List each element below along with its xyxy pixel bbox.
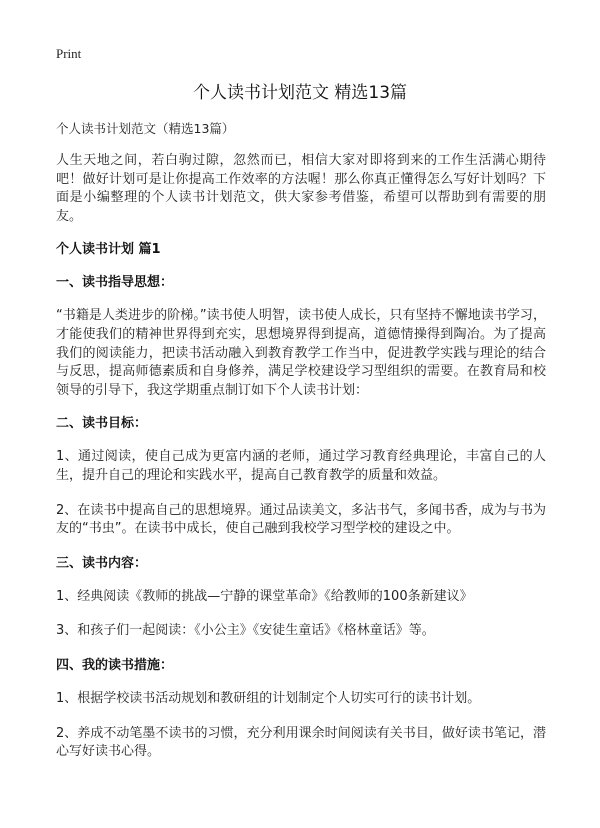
guiding-thought-paragraph: “书籍是人类进步的阶梯。”读书使人明智，读书使人成长，只有坚持不懈地读书学习，才能使我们的精神世界得到充实，思想境界得到提高，道德情操得到陶冶。为了提高我们的阅读能力，把读书活动融入到教育教学工作当中，促进教学实践与理论的结合与反思，提高师德素质和自身修养，满足学校建设学习型组织的需要。在教育局和校领导的引导下，我这学期重点制订如下个人读书计划：: [56, 308, 546, 398]
print-label: Print: [56, 46, 82, 61]
document-body: [56, 120, 546, 762]
content-item-1: 1、经典阅读《教师的挑战—宁静的课堂革命》《给教师的100条新建议》: [56, 588, 473, 604]
section-heading-content: 三、读书内容：: [56, 555, 148, 571]
measure-item-2: 2、养成不动笔墨不读书的习惯，充分利用课余时间阅读有关书目，做好读书笔记，潜心写好读书心得。: [56, 725, 546, 760]
goal-item-2: 2、在读书中提高自己的思想境界。通过品读美文，多沾书气，多闻书香，成为与书为友的“书虫”。在读书中成长，使自己融到我校学习型学校的建设之中。: [56, 502, 546, 537]
intro-paragraph: 人生天地之间，若白驹过隙，忽然而已，相信大家对即将到来的工作生活满心期待吧！做好计划可是让你提高工作效率的方法喔！那么你真正懂得怎么写好计划吗？下面是小编整理的个人读书计划范文，供大家参考借鉴，希望可以帮助到有需要的朋友。: [56, 153, 546, 224]
goal-item-1: 1、通过阅读，使自己成为更富内涵的老师，通过学习教育经典理论，丰富自己的人生，提升自己的理论和实践水平，提高自己教育教学的质量和效益。: [56, 449, 546, 483]
section-heading-goals: 二、读书目标：: [56, 416, 148, 432]
document-subtitle: 个人读书计划范文（精选13篇）: [56, 121, 235, 136]
section-heading-measures: 四、我的读书措施：: [56, 657, 174, 673]
plan-heading: 个人读书计划 篇1: [56, 242, 161, 258]
section-heading-guiding-thought: 一、读书指导思想：: [56, 275, 174, 291]
content-item-3: 3、和孩子们一起阅读：《小公主》《安徒生童话》《格林童话》等。: [56, 623, 435, 639]
page-title: 个人读书计划范文 精选13篇: [192, 83, 408, 103]
measure-item-1: 1、根据学校读书活动规划和教研组的计划制定个人切实可行的读书计划。: [56, 690, 481, 706]
